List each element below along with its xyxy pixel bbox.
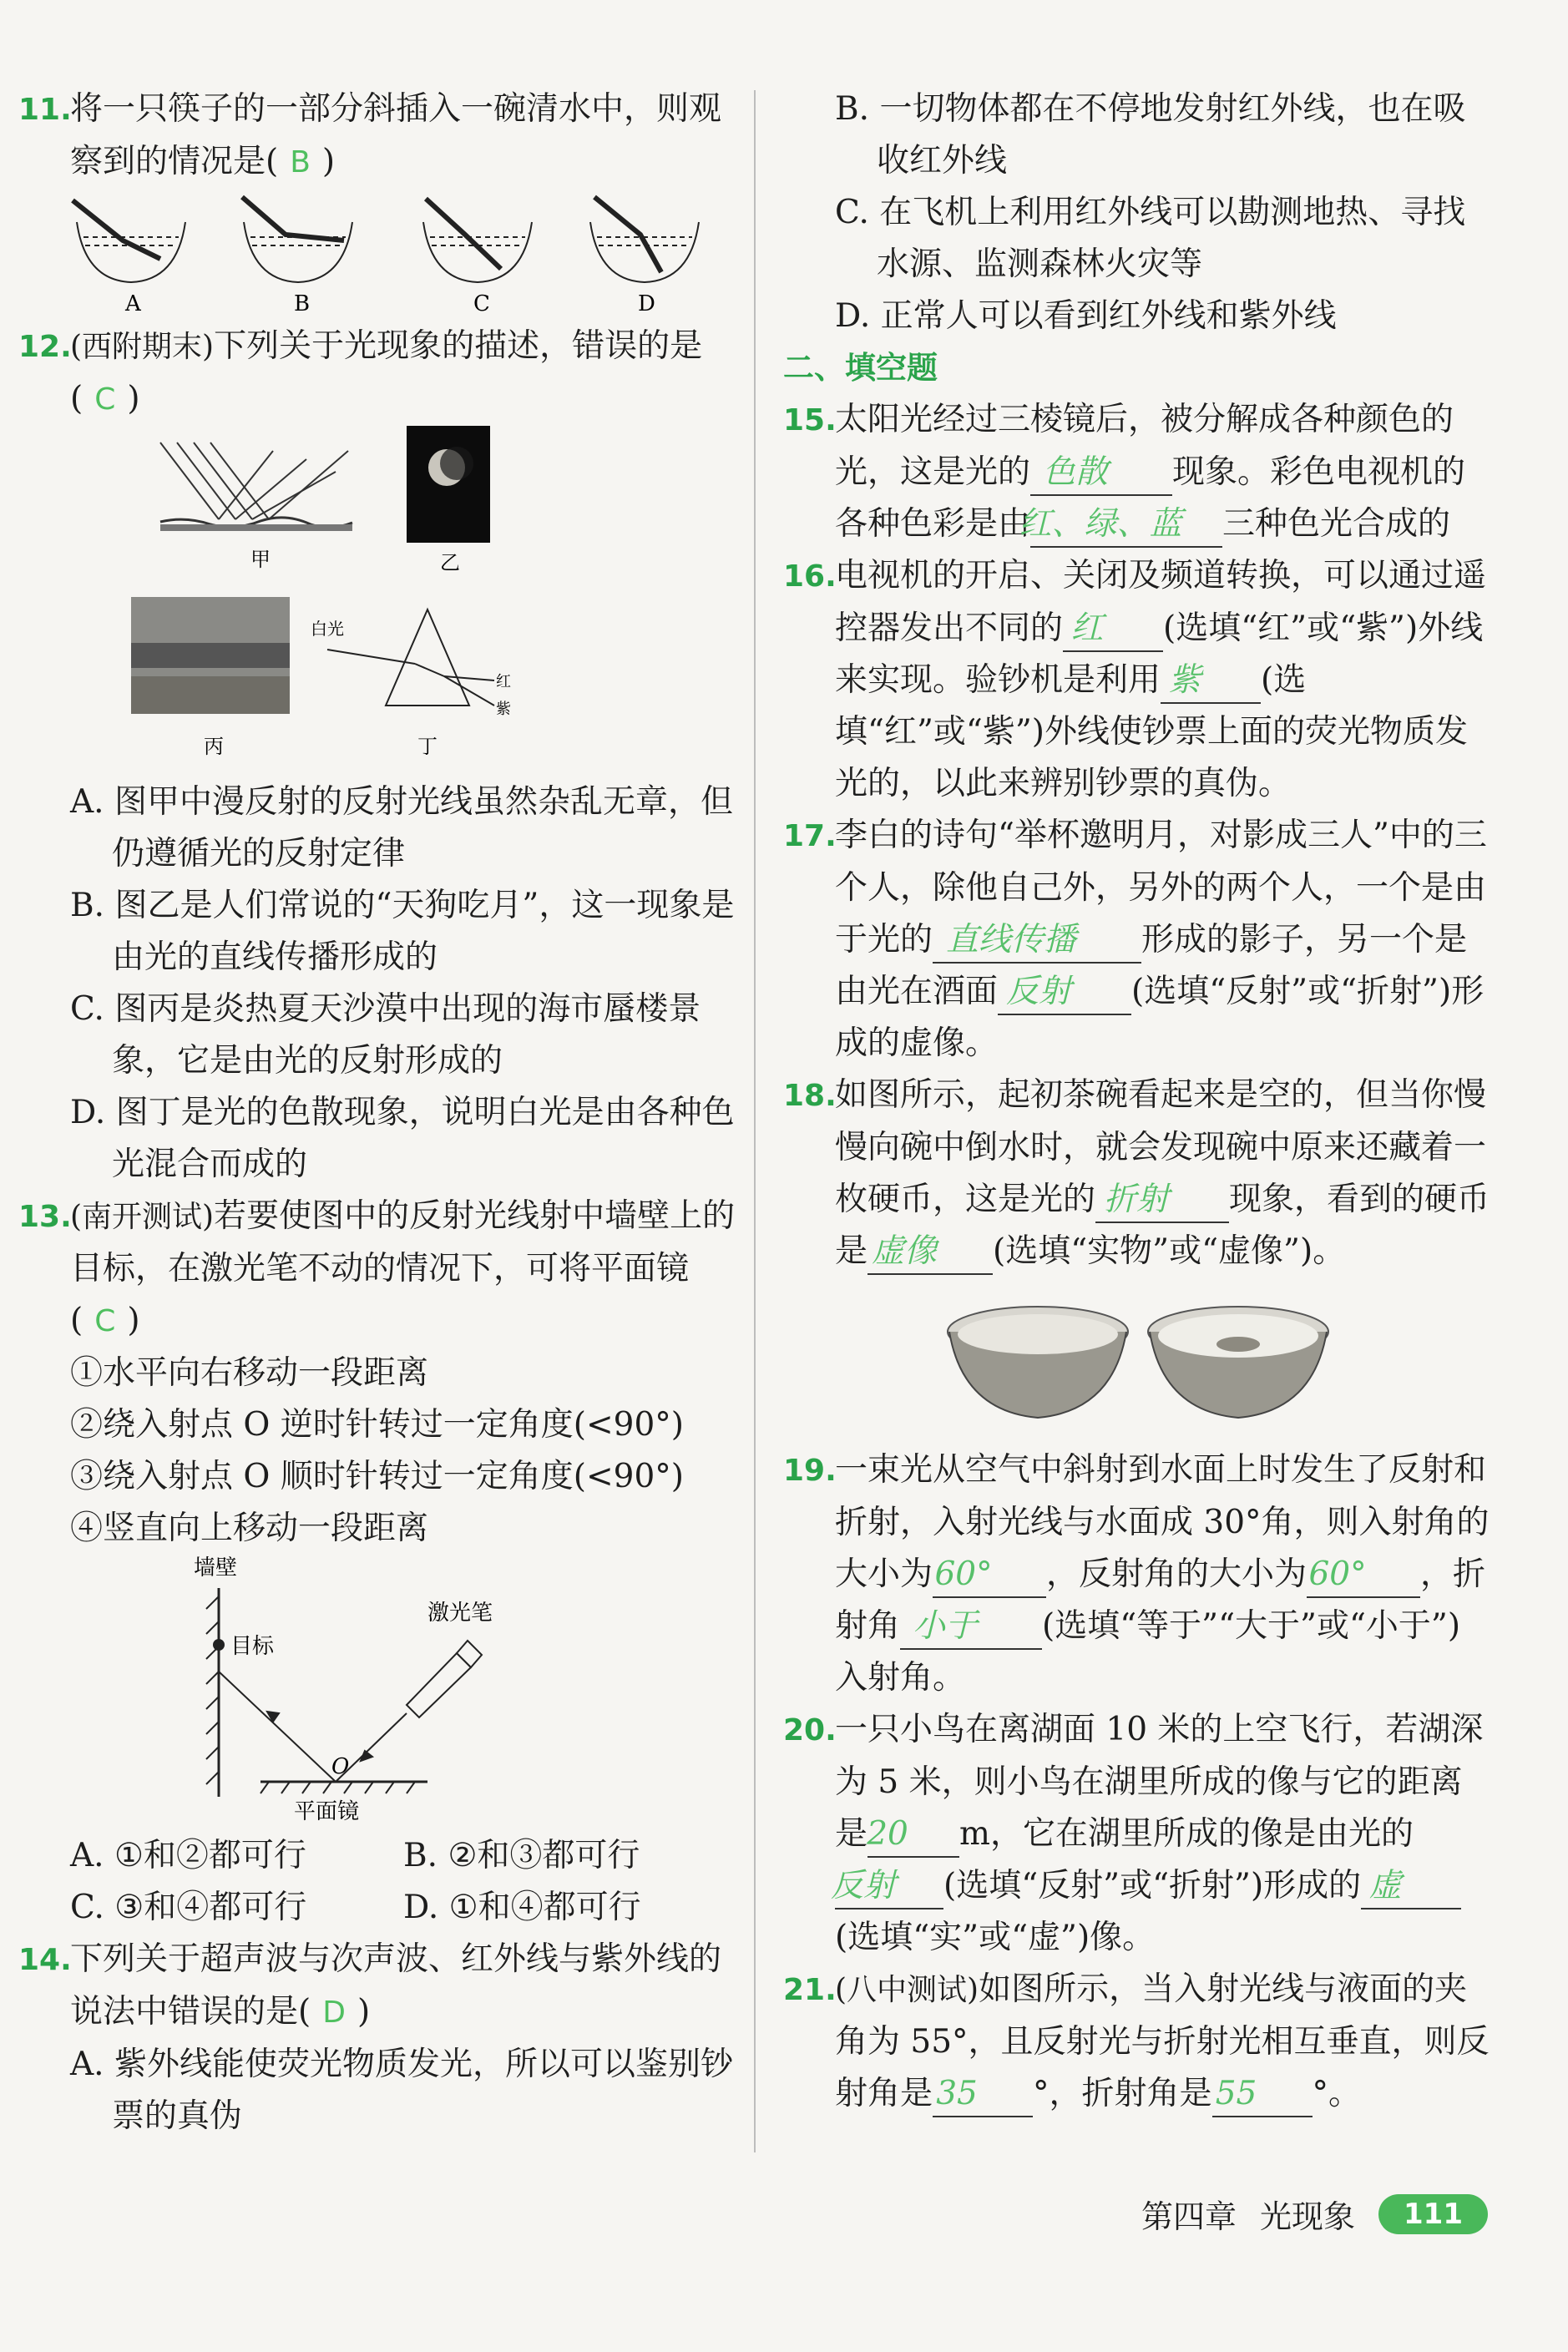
- text-part: 现象，看到的硬币是: [835, 1181, 1490, 1270]
- chopstick-bowls-figure: [43, 189, 711, 314]
- label-a: A: [125, 291, 141, 314]
- text-part: 一只小鸟在离湖面 10 米的上空飞行，若湖深为 5 米，则小鸟在湖里所成的像与它的距离是: [835, 1711, 1484, 1853]
- text-part: 如图所示，起初茶碗看起来是空的，但当你慢慢向碗中倒水时，就会发现碗中原来还藏着一枚硬币，这是光的: [835, 1076, 1487, 1218]
- question-text: 若要使图中的反射光线射中墙壁上的目标，在激光笔不动的情况下，可将平面镜(: [70, 1197, 736, 1339]
- question-number: 14.: [18, 1943, 72, 1977]
- diffuse-reflection-diagram: [160, 443, 352, 531]
- text-part: 电视机的开启、关闭及频道转换，可以通过遥控器发出不同的: [835, 557, 1487, 647]
- options-row-1: [18, 1830, 736, 1882]
- bowl-d: [590, 197, 699, 282]
- column-divider: [754, 90, 756, 2152]
- paren-close: ): [321, 143, 336, 180]
- text-part: 一束光从空气中斜射到水面上时发生了反射和折射，入射光线与水面成 30°角，则入射角的大小为: [835, 1451, 1490, 1593]
- answer-blank: 虚像: [867, 1230, 993, 1275]
- text-part: °，折射角是: [1033, 2075, 1212, 2112]
- text-part: (选填“实”或“虚”)像。: [835, 1919, 1156, 1956]
- label-ding: 丁: [417, 735, 438, 758]
- question-16: [783, 550, 1493, 810]
- text-part: (选填“红”或“紫”)外线来实现。验钞机是利用: [835, 609, 1484, 699]
- paren-close: ): [127, 1302, 140, 1339]
- bowl-c: [423, 199, 532, 282]
- laser-pen: [407, 1641, 482, 1717]
- text-part: ，折射角: [835, 1555, 1486, 1645]
- label-violet: 紫: [496, 701, 511, 718]
- label-wall: 墙壁: [194, 1555, 238, 1581]
- question-number: 12.: [18, 330, 72, 364]
- question-19: [783, 1444, 1493, 1704]
- text-part: 形成的影子，另一个是由光在酒面: [835, 921, 1468, 1010]
- label-white-light: 白光: [311, 619, 344, 639]
- light-phenomena-figure: [127, 426, 628, 776]
- text-part: (选填“红”或“紫”)外线使钞票上面的荧光物质发光的，以此来辨别钞票的真伪。: [835, 661, 1468, 802]
- label-o: O: [331, 1754, 350, 1779]
- empty-bowl: [948, 1307, 1128, 1418]
- text-part: 三种色光合成的: [1222, 505, 1451, 543]
- question-source: (八中测试): [835, 1973, 979, 2007]
- page-footer: [1141, 2191, 1488, 2237]
- answer-blank: 反射: [835, 1864, 943, 1909]
- question-number: 15.: [783, 403, 837, 438]
- question-number: 18.: [783, 1079, 837, 1113]
- option-b: B. 一切物体都在不停地发射红外线，也在吸收红外线: [835, 90, 1466, 180]
- label-mirror: 平面镜: [294, 1799, 360, 1824]
- mirage-photo: [131, 597, 290, 714]
- option-a: A. 图甲中漫反射的反射光线虽然杂乱无章，但仍遵循光的反射定律: [70, 783, 733, 873]
- question-number: 11.: [18, 93, 72, 127]
- chapter-title: 光现象: [1260, 2198, 1356, 2235]
- text-part: (选填“实物”或“虚像”)。: [993, 1232, 1346, 1270]
- label-laser: 激光笔: [427, 1601, 493, 1626]
- answer-letter: C: [94, 382, 116, 417]
- prism-dispersion-diagram: [327, 609, 494, 706]
- question-11: [18, 83, 736, 314]
- answer-blank: 小于: [900, 1605, 1042, 1650]
- text-part: (选填“等于”“大于”或“小于”)入射角。: [835, 1607, 1461, 1697]
- answer-blank: 20: [867, 1813, 959, 1858]
- text-part: 太阳光经过三棱镜后，被分解成各种颜色的光，这是光的: [835, 401, 1454, 491]
- question-14-continued: [783, 83, 1493, 342]
- bowl-b: [242, 197, 352, 282]
- question-text: 下列关于超声波与次声波、红外线与紫外线的说法中错误的是(: [70, 1940, 722, 2031]
- text-part: (选填“反射”或“折射”)形成的: [943, 1867, 1362, 1904]
- answer-blank: 紫: [1161, 659, 1261, 704]
- text-part: 现象。彩色电视机的各种色彩是由: [835, 453, 1466, 543]
- item-4: ④竖直向上移动一段距离: [70, 1510, 429, 1547]
- label-c: C: [473, 291, 490, 314]
- question-text: 下列关于光现象的描述，错误的是(: [70, 327, 703, 417]
- left-column: [18, 83, 736, 2142]
- question-number: 20.: [783, 1713, 837, 1748]
- label-target: 目标: [230, 1634, 275, 1659]
- question-source: (南开测试): [70, 1200, 215, 1234]
- option-d: D. 正常人可以看到红外线和紫外线: [835, 297, 1337, 335]
- label-bing: 丙: [204, 735, 224, 758]
- question-number: 19.: [783, 1454, 837, 1488]
- question-12: [18, 321, 736, 1191]
- paren-close: ): [357, 1993, 371, 2031]
- chapter-label: 第四章: [1141, 2198, 1237, 2235]
- text-part: ，反射角的大小为: [1046, 1555, 1308, 1593]
- option-c: C. 在飞机上利用红外线可以勘测地热、寻找水源、监测森林火灾等: [835, 194, 1466, 283]
- bowl-with-coin: [1148, 1307, 1328, 1418]
- answer-blank: 直线传播: [933, 918, 1141, 964]
- answer-blank: 35: [933, 2072, 1033, 2117]
- answer-blank: 折射: [1095, 1178, 1229, 1223]
- option-c: C. ③和④都可行: [70, 1889, 307, 1926]
- label-d: D: [638, 291, 655, 314]
- target-dot: [213, 1639, 225, 1651]
- question-21: [783, 1964, 1493, 2120]
- answer-letter: B: [290, 145, 311, 180]
- answer-blank: 色散: [1030, 451, 1172, 496]
- question-15: [783, 394, 1493, 550]
- option-d: D. 图丁是光的色散现象，说明白光是由各种色光混合而成的: [70, 1094, 735, 1183]
- text-part: 李白的诗句“举杯邀明月，对影成三人”中的三个人，除他自己外，另外的两个人，一个是由于光的: [835, 817, 1487, 959]
- laser-mirror-figure: [169, 1555, 586, 1830]
- label-jia: 甲: [250, 548, 271, 571]
- wall: [206, 1588, 219, 1797]
- label-red: 红: [496, 673, 511, 690]
- lunar-eclipse-photo: [407, 426, 490, 543]
- question-20: [783, 1704, 1493, 1964]
- question-13: [18, 1191, 736, 1934]
- page-number: 111: [1378, 2194, 1488, 2234]
- option-d: D. ①和④都可行: [403, 1889, 641, 1926]
- option-b: B. 图乙是人们常说的“天狗吃月”，这一现象是由光的直线传播形成的: [70, 887, 735, 976]
- answer-letter: D: [322, 1995, 346, 2030]
- question-number: 17.: [783, 819, 837, 853]
- question-number: 16.: [783, 559, 837, 594]
- label-b: B: [294, 291, 311, 314]
- question-number: 21.: [783, 1973, 837, 2007]
- option-a: A. ①和②都可行: [70, 1837, 306, 1874]
- answer-letter: C: [94, 1304, 116, 1338]
- answer-blank: 红: [1063, 607, 1163, 652]
- option-b: B. ②和③都可行: [403, 1837, 640, 1874]
- label-yi: 乙: [440, 551, 460, 574]
- right-column: [783, 83, 1493, 2120]
- answer-blank: 60°: [1307, 1553, 1420, 1598]
- options-row-2: [18, 1882, 736, 1934]
- option-a: A. 紫外线能使荧光物质发光，所以可以鉴别钞票的真伪: [70, 2046, 733, 2135]
- question-18: [783, 1070, 1493, 1444]
- item-2: ②绕入射点 O 逆时针转过一定角度(<90°): [70, 1406, 685, 1444]
- item-1: ①水平向右移动一段距离: [70, 1354, 429, 1392]
- mirror: [260, 1782, 427, 1793]
- option-c: C. 图丙是炎热夏天沙漠中出现的海市蜃楼景象，它是由光的反射形成的: [70, 990, 701, 1080]
- light-rays: [219, 1672, 407, 1782]
- question-text: 将一只筷子的一部分斜插入一碗清水中，则观察到的情况是(: [70, 90, 722, 180]
- bowl-a: [73, 200, 185, 282]
- question-17: [783, 810, 1493, 1070]
- answer-blank: 55: [1212, 2072, 1313, 2117]
- text-part: 如图所示，当入射光线与液面的夹角为 55°，且反射光与折射光相互垂直，则反射角是: [835, 1970, 1490, 2112]
- section-title: 二、填空题: [783, 350, 938, 386]
- text-part: (选填“反射”或“折射”)形成的虚像。: [835, 973, 1485, 1062]
- answer-blank: 60°: [933, 1553, 1046, 1598]
- answer-blank: 反射: [998, 970, 1131, 1015]
- answer-blank: 红、绿、蓝: [1030, 503, 1222, 548]
- question-14: [18, 1934, 736, 2142]
- question-source: (西附期末): [70, 330, 215, 364]
- bowls-coin-photo: [946, 1286, 1330, 1444]
- paren-close: ): [127, 380, 140, 417]
- question-number: 13.: [18, 1200, 72, 1234]
- item-3: ③绕入射点 O 顺时针转过一定角度(<90°): [70, 1458, 685, 1495]
- text-part: m，它在湖里所成的像是由光的: [959, 1815, 1414, 1853]
- answer-blank: 虚: [1361, 1864, 1461, 1909]
- text-part: °。: [1312, 2075, 1362, 2112]
